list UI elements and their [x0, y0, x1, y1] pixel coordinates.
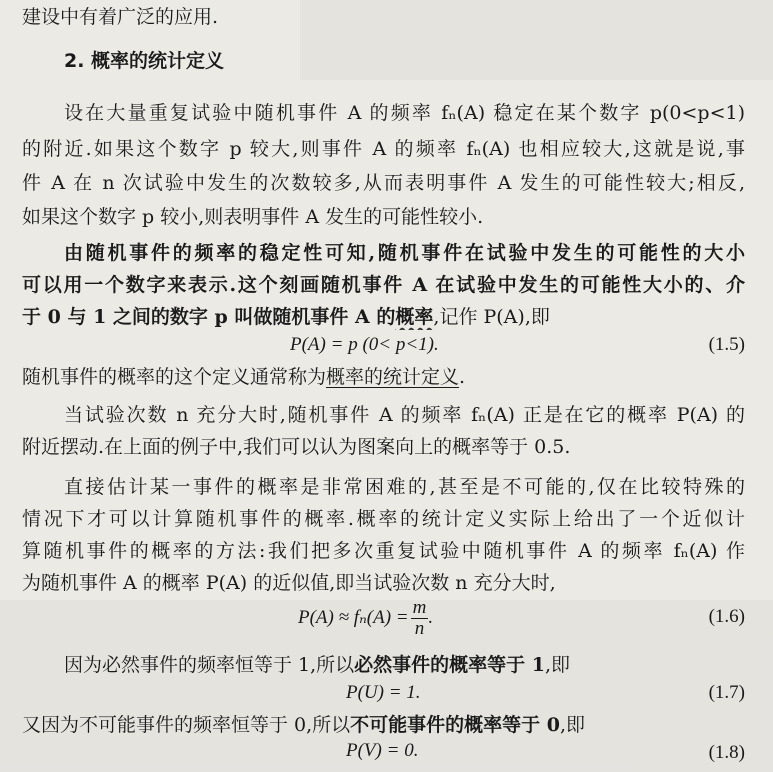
text-line: 建设中有着广泛的应用.	[22, 6, 219, 28]
equation-number: (1.5)	[708, 334, 745, 355]
equation-1-8: P(V) = 0.	[346, 740, 419, 761]
term-statistical-definition: 概率的统计定义	[326, 366, 460, 388]
text-run: .	[459, 366, 466, 388]
text-run: 于 0 与 1 之间的数字 p 叫做随机事件 A 的	[22, 306, 396, 328]
text-line	[22, 364, 745, 390]
equation-left: P(A) ≈ fₙ(A) =	[298, 606, 409, 628]
equation-number: (1.6)	[708, 606, 745, 627]
text-line	[64, 652, 745, 678]
equation-period: .	[428, 606, 434, 628]
text-line: 算随机事件的概率的方法:我们把多次重复试验中随机事件 A 的频率 fₙ(A) 作	[22, 540, 745, 562]
text-line: 如果这个数字 p 较小,则表明事件 A 发生的可能性较小.	[22, 206, 484, 228]
text-line: 件 A 在 n 次试验中发生的次数较多,从而表明事件 A 发生的可能性较大;相反,	[22, 172, 745, 194]
section-heading: 2. 概率的统计定义	[64, 50, 225, 72]
fraction-numerator: m	[412, 597, 427, 618]
equation-1-5: P(A) = p (0< p<1).	[290, 334, 439, 355]
text-run: ,即	[545, 654, 571, 676]
text-line: 当试验次数 n 充分大时,随机事件 A 的频率 fₙ(A) 正是在它的概率 P(A) 的	[64, 404, 745, 426]
fraction-denominator: n	[414, 618, 425, 639]
text-line: 直接估计某一事件的概率是非常困难的,甚至是不可能的,仅在比较特殊的	[64, 476, 745, 498]
text-run: ,记作 P(A),即	[433, 306, 550, 328]
text-run: 必然事件的概率等于 1	[354, 654, 546, 676]
text-line: 的附近.如果这个数字 p 较大,则事件 A 的频率 fₙ(A) 也相应较大,这就是说,事	[22, 138, 745, 160]
text-line: 情况下才可以计算随机事件的概率.概率的统计定义实际上给出了一个近似计	[22, 508, 745, 530]
equation-number: (1.7)	[708, 682, 745, 703]
text-run: 又因为不可能事件的频率恒等于 0,所以	[22, 714, 351, 736]
equation-number: (1.8)	[708, 742, 745, 763]
text-line: 可以用一个数字来表示.这个刻画随机事件 A 在试验中发生的可能性大小的、介	[22, 274, 745, 296]
text-run: 因为必然事件的频率恒等于 1,所以	[64, 654, 355, 676]
text-line: 附近摆动.在上面的例子中,我们可以认为图案向上的概率等于 0.5.	[22, 436, 571, 458]
fraction	[411, 598, 429, 639]
text-line: 为随机事件 A 的概率 P(A) 的近似值,即当试验次数 n 充分大时,	[22, 572, 556, 594]
text-line	[22, 304, 745, 330]
text-line: 由随机事件的频率的稳定性可知,随机事件在试验中发生的可能性的大小	[64, 242, 745, 264]
equation-1-6	[298, 598, 433, 639]
text-run: ,即	[560, 714, 586, 736]
text-line	[22, 712, 745, 738]
term-probability: 概率	[395, 306, 434, 328]
text-line: 设在大量重复试验中随机事件 A 的频率 fₙ(A) 稳定在某个数字 p(0<p<1)	[64, 102, 745, 124]
equation-1-7: P(U) = 1.	[346, 682, 421, 703]
text-run: 不可能事件的概率等于 0	[350, 714, 561, 736]
text-run: 随机事件的概率的这个定义通常称为	[22, 366, 327, 388]
